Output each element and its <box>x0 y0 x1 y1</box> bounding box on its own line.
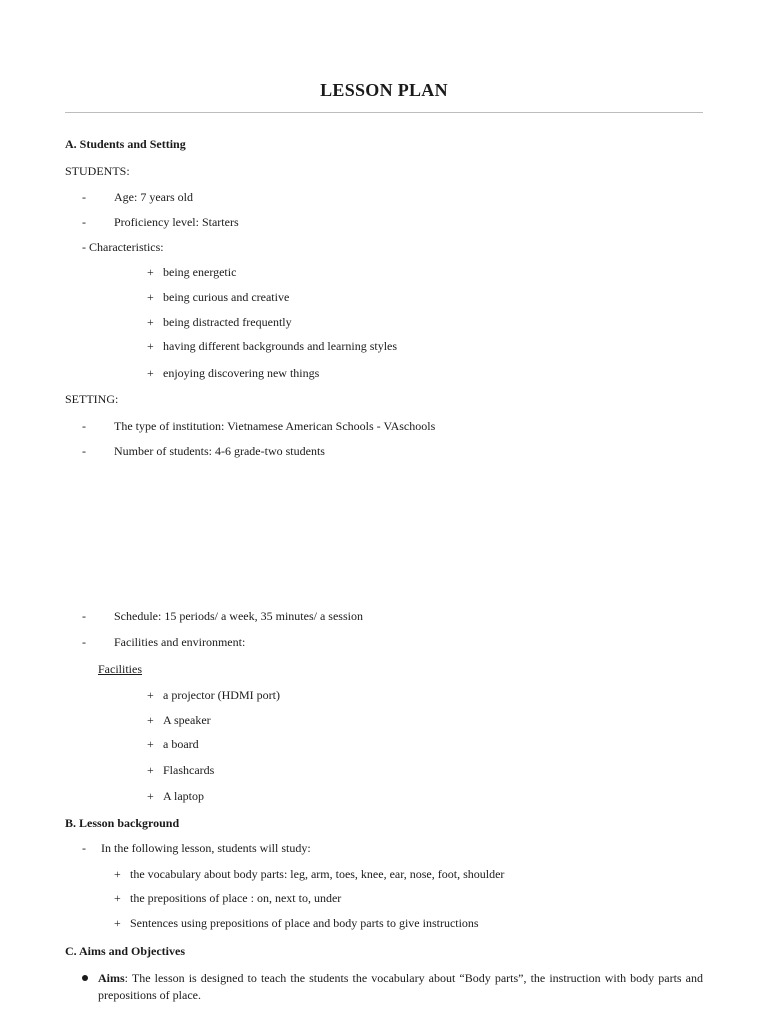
characteristic-text: being distracted frequently <box>163 315 292 329</box>
plus-marker: + <box>147 315 154 329</box>
lesson-item <box>114 916 479 930</box>
proficiency-text: Proficiency level: Starters <box>114 215 239 229</box>
students-label: STUDENTS: <box>65 164 130 178</box>
aims-label: Aims <box>98 971 125 985</box>
characteristic-item <box>147 339 397 353</box>
facilities-env-text: Facilities and environment: <box>114 635 246 649</box>
section-a-heading: A. Students and Setting <box>65 137 186 151</box>
plus-marker: + <box>147 265 154 279</box>
lesson-intro-text: In the following lesson, students will study: <box>101 841 311 855</box>
facilities-env-item <box>82 635 245 649</box>
plus-marker: + <box>147 763 154 777</box>
facility-text: a projector (HDMI port) <box>163 688 280 702</box>
facility-item <box>147 737 199 751</box>
characteristic-item <box>147 265 236 279</box>
lesson-item-text: the prepositions of place : on, next to, under <box>130 891 342 905</box>
bullet-dot-icon <box>82 975 88 981</box>
characteristic-item <box>147 315 292 329</box>
characteristic-item <box>147 290 289 304</box>
facility-item <box>147 763 214 777</box>
age-item <box>82 190 193 204</box>
plus-marker: + <box>147 339 154 353</box>
facility-item <box>147 789 204 803</box>
dash-marker: - <box>82 190 86 204</box>
facilities-label: Facilities <box>98 662 142 676</box>
plus-marker: + <box>147 688 154 702</box>
dash-marker: - <box>82 419 86 433</box>
schedule-text: Schedule: 15 periods/ a week, 35 minutes/ a session <box>114 609 363 623</box>
plus-marker: + <box>114 916 121 930</box>
facility-text: a board <box>163 737 199 751</box>
document-title: LESSON PLAN <box>320 80 448 100</box>
characteristic-item <box>147 366 319 380</box>
section-b-heading: B. Lesson background <box>65 816 180 830</box>
lesson-item <box>114 891 341 905</box>
dash-marker: - <box>82 609 86 623</box>
num-students-item <box>82 444 325 458</box>
dash-marker: - <box>82 841 86 855</box>
plus-marker: + <box>147 713 154 727</box>
facility-text: A speaker <box>163 713 211 727</box>
institution-text: The type of institution: Vietnamese American Schools - VAschools <box>114 419 436 433</box>
age-text: Age: 7 years old <box>114 190 193 204</box>
setting-label: SETTING: <box>65 392 119 406</box>
facility-text: Flashcards <box>163 763 215 777</box>
schedule-item <box>82 609 363 623</box>
section-c-heading: C. Aims and Objectives <box>65 944 185 958</box>
plus-marker: + <box>147 290 154 304</box>
lesson-item-text: the vocabulary about body parts: leg, arm, toes, knee, ear, nose, foot, shoulder <box>130 867 505 881</box>
lesson-intro-item <box>82 841 311 855</box>
proficiency-item <box>82 215 239 229</box>
plus-marker: + <box>147 737 154 751</box>
characteristic-text: enjoying discovering new things <box>163 366 320 380</box>
dash-marker: - <box>82 215 86 229</box>
characteristic-text: having different backgrounds and learning styles <box>163 339 398 353</box>
plus-marker: + <box>147 789 154 803</box>
lesson-item <box>114 867 504 881</box>
dash-marker: - <box>82 635 86 649</box>
plus-marker: + <box>114 891 121 905</box>
plus-marker: + <box>147 366 154 380</box>
facility-item <box>147 688 280 702</box>
facility-item <box>147 713 211 727</box>
aims-paragraph <box>98 970 703 1004</box>
aims-text: : The lesson is designed to teach the students the vocabulary about “Body parts”, the instruction with body parts and prepositions of place. <box>98 971 703 1002</box>
title-divider <box>65 112 703 113</box>
lesson-item-text: Sentences using prepositions of place and body parts to give instructions <box>130 916 479 930</box>
num-students-text: Number of students: 4-6 grade-two students <box>114 444 325 458</box>
characteristic-text: being energetic <box>163 265 237 279</box>
plus-marker: + <box>114 867 121 881</box>
characteristics-label: - Characteristics: <box>82 240 164 254</box>
characteristic-text: being curious and creative <box>163 290 290 304</box>
dash-marker: - <box>82 444 86 458</box>
institution-item <box>82 419 435 433</box>
facility-text: A laptop <box>163 789 204 803</box>
